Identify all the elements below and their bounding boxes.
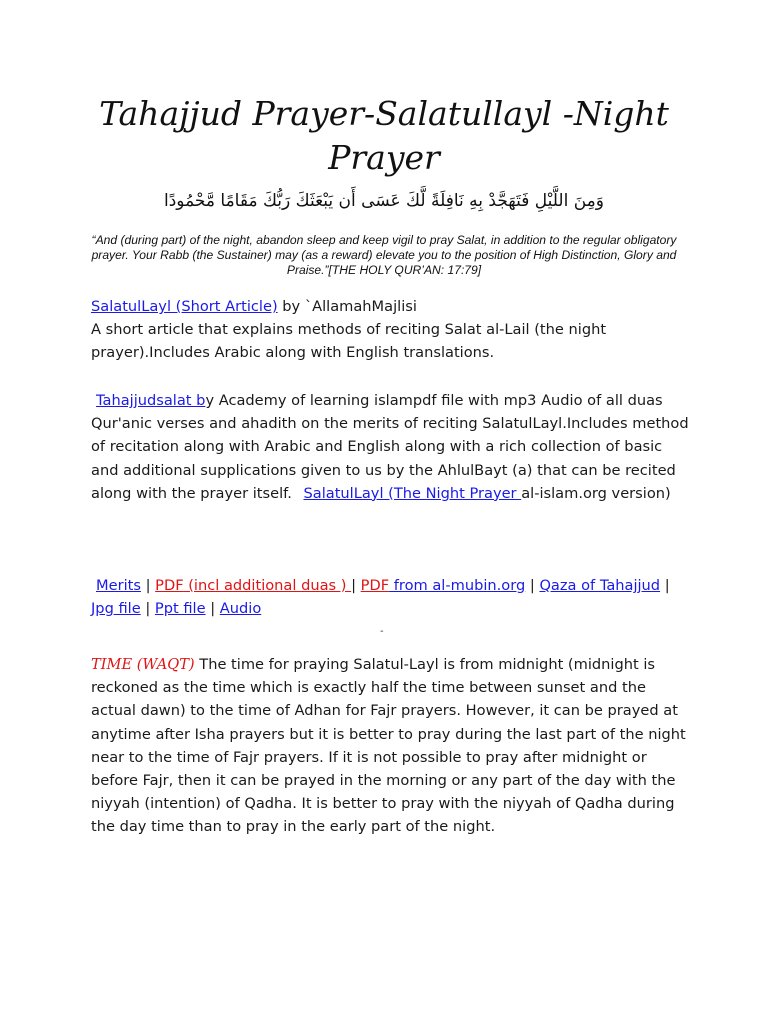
salatullayl-short-article-link[interactable]: SalatulLayl (Short Article) xyxy=(91,298,278,315)
section1-byline: by `AllamahMajlisi xyxy=(277,298,417,315)
divider-mark: - xyxy=(380,626,384,637)
pdf-al-mubin-link-text[interactable]: from al-mubin.org xyxy=(389,577,526,594)
arabic-verse: وَمِنَ اللَّيْلِ فَتَهَجَّدْ بِهِ نَافِلَةً لَّكَ عَسَى أَن يَبْعَثَكَ رَبُّكَ مَقَامًا مَّحْمُودًا xyxy=(164,191,604,211)
separator: | xyxy=(525,577,540,594)
section-time xyxy=(91,653,691,839)
merits-link[interactable]: Merits xyxy=(96,577,141,594)
salatullayl-night-prayer-link[interactable]: SalatulLayl (The Night Prayer xyxy=(303,484,522,502)
separator: | xyxy=(205,600,220,618)
separator: | xyxy=(140,600,155,618)
qaza-of-tahajjud-link[interactable]: Qaza of Tahajjud xyxy=(539,577,661,594)
time-body: The time for praying Salatul-Layl is from midnight (midnight is reckoned as the time which is exactly half the time between sunset and the actual dawn) to the time of Adhan for Fajr prayers. However, it can be prayed at anytime after Isha prayers but it is better to pray during the last part of the night near to the time of Fajr prayers. If it is not possible to pray after midnight or before Fajr, then it can be prayed in the morning or any part of the day with the niyyah (intention) of Qadha. It is better to pray with the niyyah of Qadha during the day time than to pray in the early part of the night. xyxy=(91,656,686,836)
resource-links-row xyxy=(91,574,691,620)
jpg-file-link[interactable]: Jpg file xyxy=(91,600,141,618)
tahajjudsalat-link[interactable]: Tahajjudsalat b xyxy=(96,392,206,409)
verse-translation: “And (during part) of the night, abandon sleep and keep vigil to pray Salat, in addition to the regular obligatory prayer. Your Rabb (the Sustainer) may (as a reward) elevate you to the position of High Distinction, Glory and Praise.”[THE HOLY QUR’AN: 17:79] xyxy=(91,233,677,277)
section2-tail: al-islam.org version) xyxy=(521,484,671,502)
pdf-additional-duas-link[interactable]: PDF xyxy=(155,577,184,594)
section-short-article xyxy=(91,295,691,365)
ppt-file-link[interactable]: Ppt file xyxy=(154,600,206,618)
separator: | xyxy=(140,577,156,594)
page-title: Tahajjud Prayer-Salatullayl -Night Prayer xyxy=(99,94,669,177)
time-heading: TIME (WAQT) xyxy=(91,656,195,673)
section2-byline: y Academy of learning islampdf file with mp3 Audio of all duas xyxy=(205,392,663,409)
pdf-al-mubin-link[interactable]: PDF xyxy=(360,577,390,594)
section1-description: A short article that explains methods of reciting Salat al-Lail (the night prayer).Includes Arabic along with English translations. xyxy=(91,321,607,362)
section-tahajjudsalat xyxy=(91,389,691,505)
separator: | xyxy=(660,577,670,594)
audio-link[interactable]: Audio xyxy=(219,600,262,618)
pdf-additional-duas-link-text[interactable]: (incl additional duas ) xyxy=(183,577,352,594)
section2-description: Qur'anic verses and ahadith on the merits of reciting SalatulLayl.Includes method of recitation along with Arabic and English along with a rich collection of basic and additional supplications given to us by the AhlulBayt (a) that can be recited along with the prayer itself. xyxy=(91,415,689,502)
separator: | xyxy=(351,577,361,594)
